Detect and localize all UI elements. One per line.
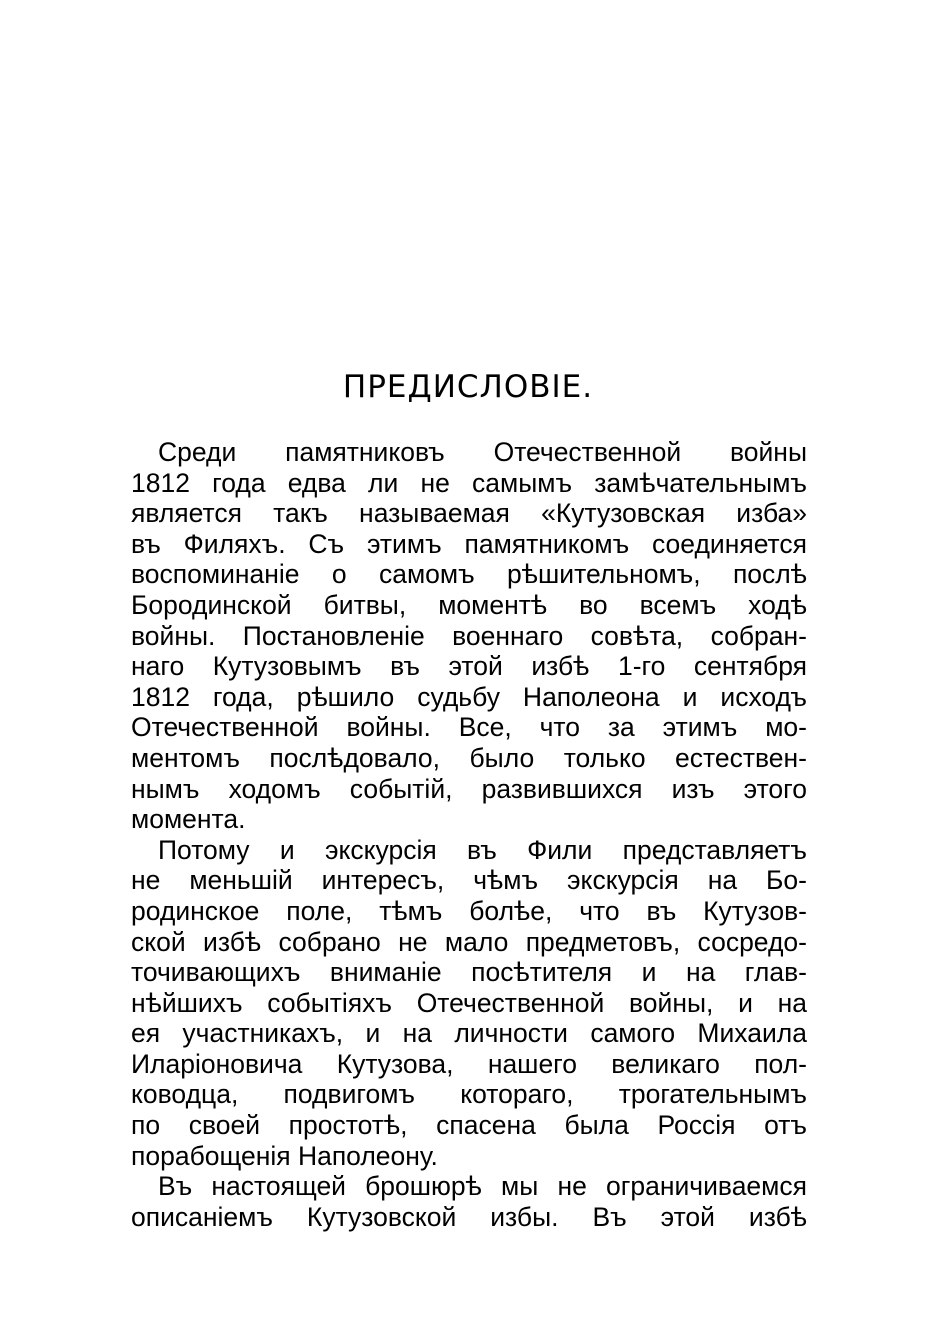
text-line: Потому и экскурсія въ Фили представляетъ — [158, 834, 807, 865]
paragraph — [131, 1171, 807, 1232]
text-line: родинское поле, тѣмъ болѣе, что въ Кутузов- — [131, 895, 807, 926]
text-line: порабощенія Наполеону. — [131, 1140, 438, 1171]
text-line: Бородинской битвы, моментѣ во всемъ ходѣ — [131, 589, 807, 620]
paragraph — [131, 835, 807, 1172]
text-line: 1812 года едва ли не самымъ замѣчательнымъ — [131, 467, 807, 498]
text-line: точивающихъ вниманіе посѣтителя и на глав- — [131, 957, 807, 988]
text-line: по своей простотѣ, спасена была Россія отъ — [131, 1110, 807, 1141]
text-line: ской избѣ собрано не мало предметовъ, сосредо- — [131, 926, 807, 957]
text-line: нѣйшихъ событіяхъ Отечественной войны, и на — [131, 987, 807, 1018]
text-line: момента. — [131, 804, 246, 835]
text-line: не меньшій интересъ, чѣмъ экскурсія на Бо- — [131, 865, 807, 896]
text-line: нымъ ходомъ событій, развившихся изъ этого — [131, 773, 807, 804]
text-line: является такъ называемая «Кутузовская изба» — [131, 498, 807, 529]
text-line: войны. Постановленіе военнаго совѣта, собран- — [131, 620, 807, 651]
text-line: ея участникахъ, и на личности самого Михаила — [131, 1018, 807, 1049]
text-line: Въ настоящей брошюрѣ мы не ограничиваемся — [158, 1171, 807, 1202]
text-line: воспоминаніе о самомъ рѣшительномъ, послѣ — [131, 559, 807, 590]
text-line: Среди памятниковъ Отечественной войны — [158, 437, 807, 467]
text-line: наго Кутузовымъ въ этой избѣ 1-го сентября — [131, 651, 807, 682]
text-line: Отечественной войны. Все, что за этимъ мо- — [131, 712, 807, 743]
text-line: ментомъ послѣдовало, было только естествен- — [131, 742, 807, 773]
paragraph — [131, 437, 807, 835]
body-text — [131, 437, 807, 1232]
text-line: въ Филяхъ. Съ этимъ памятникомъ соединяется — [131, 528, 807, 559]
text-line: ководца, подвигомъ котораго, трогательнымъ — [131, 1079, 807, 1110]
page-title: ПРЕДИСЛОВІЕ. — [342, 369, 594, 405]
text-line: 1812 года, рѣшило судьбу Наполеона и исходъ — [131, 681, 807, 712]
text-line: Иларіоновича Кутузова, нашего великаго пол- — [131, 1048, 807, 1079]
text-line: описаніемъ Кутузовской избы. Въ этой избѣ — [131, 1201, 807, 1232]
